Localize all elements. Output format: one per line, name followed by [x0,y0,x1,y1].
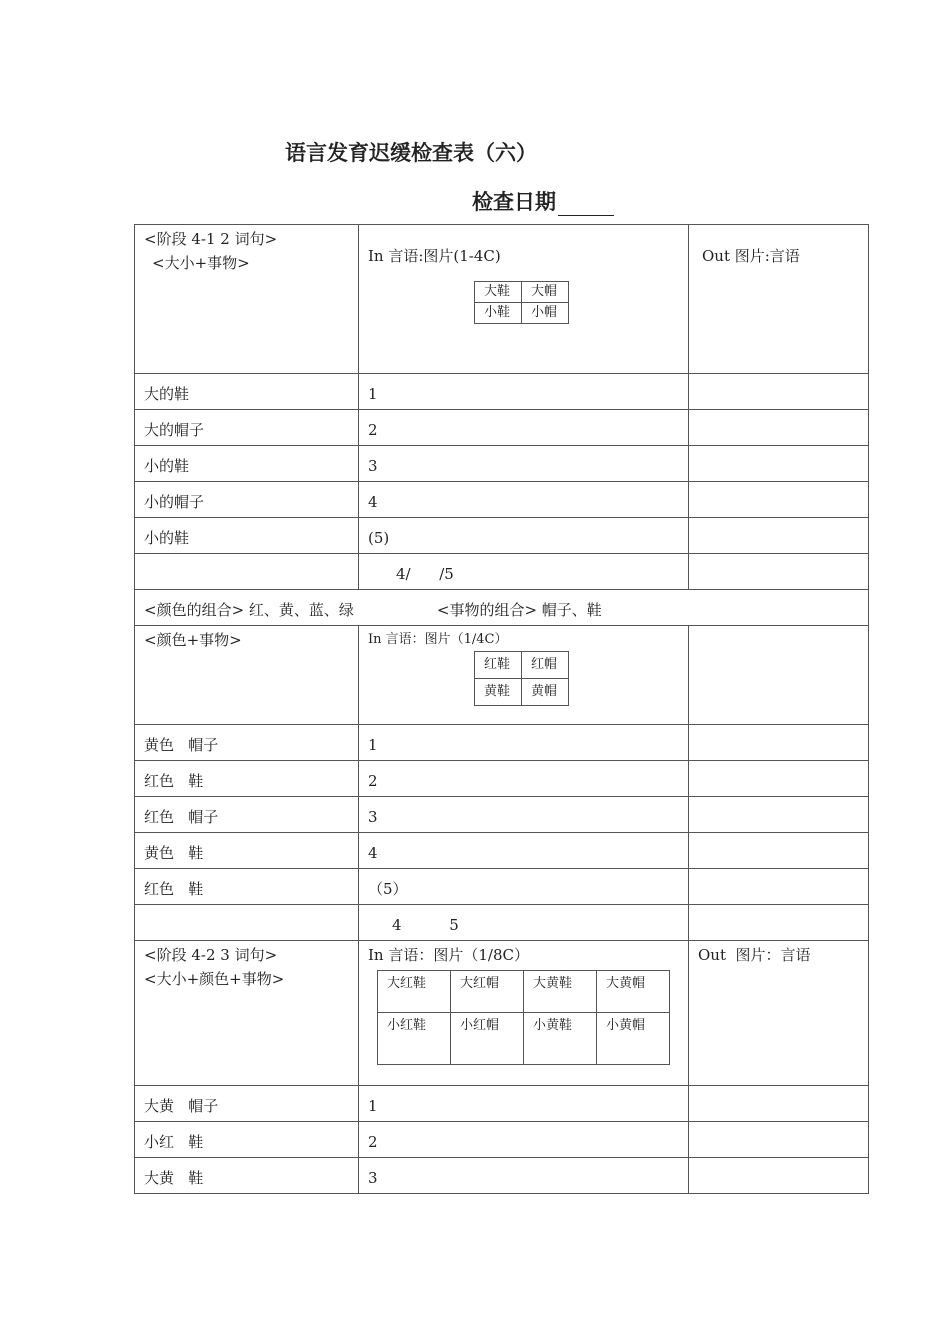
section1-out-label: Out 图片:言语 [702,247,800,265]
item-cell: 黄色 鞋 [135,833,359,869]
check-date [472,186,614,216]
grid-cell: 小黄鞋 [524,1013,597,1065]
section1-in-label: In 言语:图片(1-4C) [368,247,501,265]
num-cell: 3 [359,797,689,833]
num-cell: 1 [359,1086,689,1122]
item-cell: 小的鞋 [135,518,359,554]
score-cell: 4/ /5 [359,554,689,590]
section3-in-label: In 言语：图片（1/8C） [368,946,529,964]
grid-cell: 小帽 [522,303,569,324]
combo-cell [135,590,869,626]
date-label: 检查日期 [472,190,556,214]
section3-stage-cell [135,941,359,1086]
num-cell: 4 [359,482,689,518]
section2-in-label: In 言语：图片（1/4C） [368,632,508,647]
object-combo: <事物的组合> 帽子、鞋 [436,601,602,619]
answer-cell[interactable] [689,1122,869,1158]
grid-cell: 小鞋 [475,303,522,324]
item-cell: 红色 帽子 [135,797,359,833]
item-cell: 大的帽子 [135,410,359,446]
grid-cell: 大帽 [522,282,569,303]
score-row [135,554,869,590]
section2-out-cell [689,626,869,725]
section1-stage-cell [135,225,359,374]
item-cell: 大的鞋 [135,374,359,410]
num-cell: (5) [359,518,689,554]
section3-picture-grid [377,970,670,1065]
item-cell: 大黄 鞋 [135,1158,359,1194]
answer-cell[interactable] [689,374,869,410]
grid-cell: 大黄帽 [597,971,670,1013]
score-cell: 4 5 [359,905,689,941]
section3-in-cell [359,941,689,1086]
table-row [135,761,869,797]
answer-cell[interactable] [689,833,869,869]
assessment-table [134,224,869,1194]
item-cell: 小红 鞋 [135,1122,359,1158]
date-blank[interactable] [558,195,614,216]
num-cell: 2 [359,410,689,446]
table-row [135,410,869,446]
answer-cell[interactable] [689,446,869,482]
section2-picture-grid [474,651,569,706]
grid-cell: 大鞋 [475,282,522,303]
grid-cell: 小黄帽 [597,1013,670,1065]
color-combo: <颜色的组合> 红、黄、蓝、绿 [144,601,354,619]
section3-out-label: Out 图片：言语 [698,946,811,964]
item-cell: 小的鞋 [135,446,359,482]
answer-cell[interactable] [689,797,869,833]
answer-cell[interactable] [689,482,869,518]
table-row [135,374,869,410]
section3-header-row [135,941,869,1086]
table-row [135,482,869,518]
grid-cell: 小红帽 [451,1013,524,1065]
grid-cell: 大红鞋 [378,971,451,1013]
answer-cell[interactable] [689,518,869,554]
section1-pattern: <大小+事物> [152,254,250,272]
grid-cell: 小红鞋 [378,1013,451,1065]
score-row [135,905,869,941]
num-cell: 2 [359,1122,689,1158]
answer-cell[interactable] [689,1158,869,1194]
table-row [135,869,869,905]
item-cell: 红色 鞋 [135,869,359,905]
item-cell: 大黄 帽子 [135,1086,359,1122]
section2-pattern: <颜色+事物> [144,631,242,649]
section1-in-cell [359,225,689,374]
grid-cell: 大黄鞋 [524,971,597,1013]
table-row [135,1122,869,1158]
section1-stage: <阶段 4-1 2 词句> [144,230,278,248]
num-cell: 3 [359,446,689,482]
table-row [135,446,869,482]
num-cell: 2 [359,761,689,797]
num-cell: （5） [359,869,689,905]
section1-picture-grid [474,281,569,324]
section3-pattern: <大小+颜色+事物> [144,970,285,988]
grid-cell: 黄帽 [522,679,569,706]
item-cell: 黄色 帽子 [135,725,359,761]
table-row [135,725,869,761]
grid-cell: 黄鞋 [475,679,522,706]
answer-cell[interactable] [689,725,869,761]
table-row [135,1086,869,1122]
table-row [135,518,869,554]
answer-cell[interactable] [689,1086,869,1122]
num-cell: 1 [359,374,689,410]
section1-header-row [135,225,869,374]
answer-cell[interactable] [689,761,869,797]
section1-out-cell [689,225,869,374]
table-row [135,1158,869,1194]
section2-header-row [135,626,869,725]
answer-cell[interactable] [689,869,869,905]
section3-out-cell [689,941,869,1086]
item-cell: 红色 鞋 [135,761,359,797]
table-row [135,797,869,833]
num-cell: 1 [359,725,689,761]
num-cell: 3 [359,1158,689,1194]
combo-row [135,590,869,626]
section2-pattern-cell [135,626,359,725]
page-title: 语言发育迟缓检查表（六） [285,141,537,165]
grid-cell: 红鞋 [475,652,522,679]
table-row [135,833,869,869]
item-cell: 小的帽子 [135,482,359,518]
section2-in-cell [359,626,689,725]
grid-cell: 大红帽 [451,971,524,1013]
answer-cell[interactable] [689,410,869,446]
num-cell: 4 [359,833,689,869]
section3-stage: <阶段 4-2 3 词句> [144,946,278,964]
grid-cell: 红帽 [522,652,569,679]
